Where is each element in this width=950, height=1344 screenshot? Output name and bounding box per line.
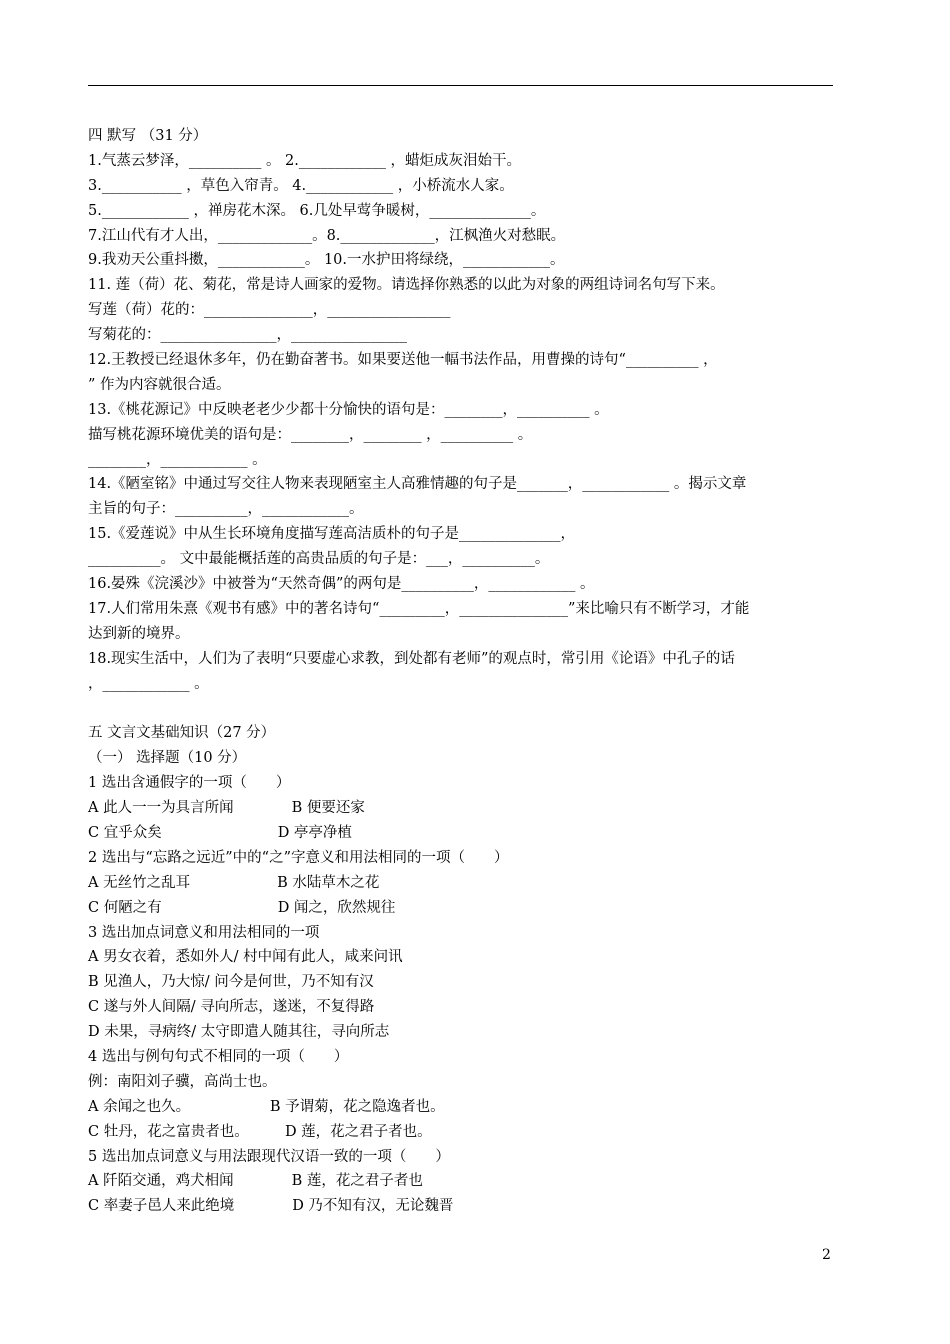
- text-line: 达到新的境界。: [88, 625, 190, 642]
- text-line: 15.《爱莲说》中从生长环境角度描写莲高洁质朴的句子是______________，: [88, 526, 576, 543]
- option-line: A 男女衣着，悉如外人/ 村中闻有此人，咸来问讯: [88, 949, 403, 966]
- option-line: C 牡丹，花之富贵者也。 D 莲，花之君子者也。: [88, 1123, 432, 1140]
- text-line: 16.晏殊《浣溪沙》中被誉为“天然奇偶”的两句是__________，____________ 。: [88, 576, 595, 593]
- option-line: A 无丝竹之乱耳 B 水陆草木之花: [88, 874, 380, 891]
- text-line: 5.____________ ，禅房花木深。 6.几处早莺争暖树，______________。: [88, 202, 546, 219]
- option-line: B 见渔人，乃大惊/ 问今是何世，乃不知有汉: [88, 974, 374, 991]
- section-five-title: 五 文言文基础知识（27 分）: [88, 725, 276, 742]
- question-line: 4 选出与例句句式不相同的一项（ ）: [88, 1048, 349, 1065]
- subsection-title: （一） 选择题（10 分）: [88, 750, 247, 767]
- text-line: 13.《桃花源记》中反映老老少少都十分愉快的语句是：________，__________ 。: [88, 401, 609, 418]
- page-number: 2: [822, 1247, 831, 1263]
- text-line: 写菊花的：________________，________________: [88, 327, 407, 344]
- option-line: A 余闻之也久。 B 予谓菊，花之隐逸者也。: [88, 1098, 445, 1115]
- option-line: C 何陋之有 D 闻之，欣然规往: [88, 899, 396, 916]
- option-line: C 宜乎众矣 D 亭亭净植: [88, 824, 352, 841]
- option-line: A 此人一一为具言所闻 B 便要还家: [88, 800, 365, 817]
- question-line: 2 选出与“忘路之远近”中的“之”字意义和用法相同的一项（ ）: [88, 849, 509, 866]
- text-line: ，____________ 。: [88, 675, 209, 692]
- text-line: 1.气蒸云梦泽，__________ 。 2.____________ ，蜡炬成灰泪始干。: [88, 152, 521, 169]
- text-line: 3.___________ ，草色入帘青。 4.____________ ，小桥流水人家。: [88, 177, 514, 194]
- text-line: 描写桃花源环境优美的语句是：________，________ ，__________ 。: [88, 426, 533, 443]
- option-line: C 遂与外人间隔/ 寻向所志，遂迷，不复得路: [88, 999, 375, 1016]
- question-line: 5 选出加点词意义与用法跟现代汉语一致的一项（ ）: [88, 1148, 450, 1165]
- text-line: __________。 文中最能概括莲的高贵品质的句子是：___，__________。: [88, 551, 550, 568]
- header-rule: [88, 85, 833, 86]
- blank-line: [88, 696, 833, 721]
- page-content: [88, 124, 833, 1219]
- option-line: C 率妻子邑人来此绝境 D 乃不知有汉，无论魏晋: [88, 1198, 454, 1215]
- text-line: 写莲（荷）花的：_______________，_________________: [88, 302, 451, 319]
- text-line: ” 作为内容就很合适。: [88, 376, 231, 393]
- text-line: ________，____________ 。: [88, 451, 267, 468]
- text-line: 9.我劝天公重抖擞，____________。 10.一水护田将绿绕，____________。: [88, 252, 565, 269]
- text-line: 12.王教授已经退休多年，仍在勤奋著书。如果要送他一幅书法作品，用曹操的诗句“__________ ，: [88, 352, 718, 369]
- text-line: 14.《陋室铭》中通过写交往人物来表现陋室主人高雅情趣的句子是_______，____________ 。揭示文章: [88, 476, 747, 493]
- text-line: 11. 莲（荷）花、菊花，常是诗人画家的爱物。请选择你熟悉的以此为对象的两组诗词名句写下来。: [88, 277, 725, 294]
- text-line: 18.现实生活中，人们为了表明“只要虚心求教，到处都有老师”的观点时，常引用《论语》中孔子的话: [88, 650, 735, 667]
- option-line: A 阡陌交通，鸡犬相闻 B 莲，花之君子者也: [88, 1173, 423, 1190]
- question-line: 1 选出含通假字的一项（ ）: [88, 775, 291, 792]
- text-line: 主旨的句子：__________，____________。: [88, 501, 364, 518]
- example-line: 例：南阳刘子骥，高尚士也。: [88, 1073, 277, 1090]
- text-line: 17.人们常用朱熹《观书有感》中的著名诗句“_________，_______________”来比喻只有不断学习，才能: [88, 600, 750, 617]
- question-line: 3 选出加点词意义和用法相同的一项: [88, 924, 320, 941]
- text-line: 7.江山代有才人出，_____________。8._____________，江枫渔火对愁眠。: [88, 227, 566, 244]
- option-line: D 未果，寻病终/ 太守即遣人随其往，寻向所志: [88, 1024, 390, 1041]
- section-four-title: 四 默写 （31 分）: [88, 128, 208, 144]
